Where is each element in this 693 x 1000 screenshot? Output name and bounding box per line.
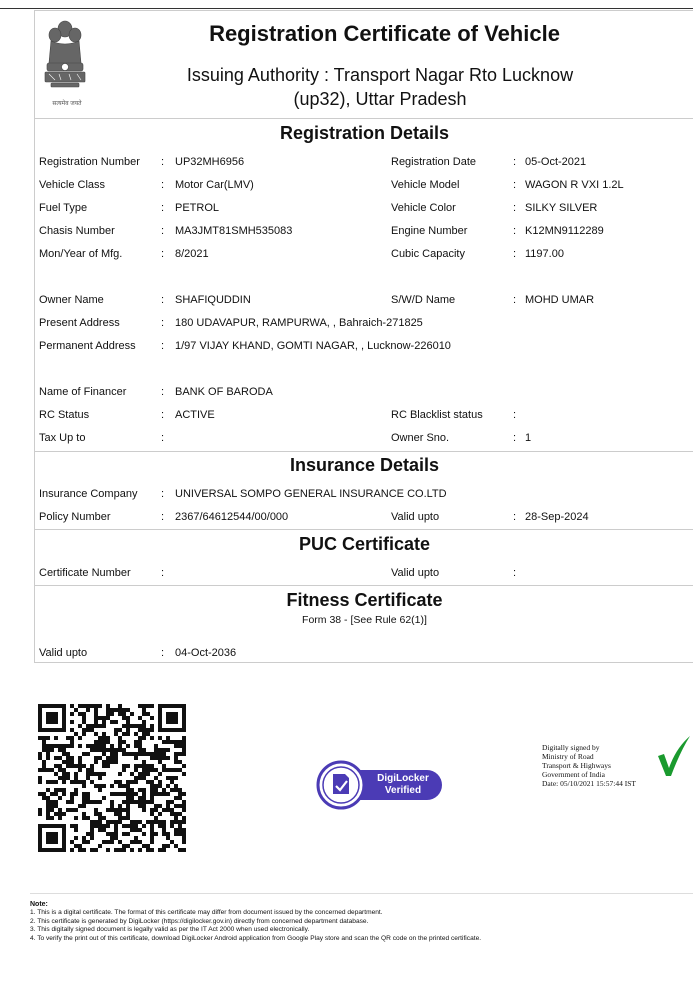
present-address-value: 180 UDAVAPUR, RAMPURWA, , Bahraich-271825 [175,317,423,329]
colon: : [161,432,165,444]
fuel-type-value: PETROL [175,202,220,214]
certificate-header [35,11,693,117]
label: RC Blacklist status [391,409,483,421]
fitness-valid-value: 04-Oct-2036 [175,647,237,659]
colon: : [513,294,517,306]
colon: : [161,248,165,260]
colon: : [161,386,165,398]
issuing-authority [95,63,665,111]
colon: : [161,488,165,500]
vehicle-class-value: Motor Car(LMV) [175,179,254,191]
colon: : [513,567,517,579]
note-item: 1. This is a digital certificate. The format of this certificate may differ from document issued by the concerned department. [30,909,383,916]
colon: : [161,409,165,421]
mfg-date-value: 8/2021 [175,248,209,260]
registration-number-value: UP32MH6956 [175,156,245,168]
label: Owner Sno. [391,432,450,444]
colon: : [513,409,517,421]
label: Valid upto [391,511,440,523]
label: Permanent Address [39,340,136,352]
qr-code-icon [38,704,186,852]
colon: : [161,317,165,329]
insurance-valid-value: 28-Sep-2024 [525,511,589,523]
divider [35,585,693,586]
colon: : [161,294,165,306]
colon: : [513,225,517,237]
label: Registration Number [39,156,140,168]
signature-valid-check-icon [656,734,692,778]
cubic-capacity-value: 1197.00 [525,248,564,260]
colon: : [161,225,165,237]
label: Name of Financer [39,386,127,398]
signature-line-4: Government of India [542,770,605,779]
chasis-number-value: MA3JMT81SMH535083 [175,225,293,237]
label: Mon/Year of Mfg. [39,248,123,260]
signature-date: Date: 05/10/2021 15:57:44 IST [542,779,636,788]
label: Insurance Company [39,488,138,500]
label: Fuel Type [39,202,88,214]
note-item: 2. This certificate is generated by DigiLocker (https://digilocker.gov.in) directly from concerned department database. [30,917,369,925]
digilocker-text [374,773,432,797]
top-rule [0,8,693,9]
financer-value: BANK OF BARODA [175,386,273,398]
colon: : [161,511,165,523]
colon: : [513,432,517,444]
divider [35,451,693,452]
registration-details-heading: Registration Details [279,123,450,143]
certificate-card [34,10,693,663]
divider [35,118,693,119]
policy-number-value: 2367/64612544/00/000 [175,511,289,523]
label: Vehicle Class [39,179,106,191]
label: Registration Date [391,156,476,168]
emblem-caption: सत्यमेव जयते [52,101,82,107]
colon: : [513,511,517,523]
label: Vehicle Color [391,202,456,214]
vehicle-model-value: WAGON R VXI 1.2L [525,179,624,191]
vehicle-color-value: SILKY SILVER [525,202,598,214]
note-item: 4. To verify the print out of this certificate, download DigiLocker Android application from Google Play store and scan the QR code on the printed certificate. [30,934,482,942]
label: Valid upto [39,647,88,659]
colon: : [513,156,517,168]
colon: : [513,179,517,191]
colon: : [161,179,165,191]
label: RC Status [39,409,90,421]
label: Chasis Number [39,225,115,237]
signature-line-1: Digitally signed by [542,743,600,752]
notes-section [30,893,693,963]
page-title: Registration Certificate of Vehicle [209,21,560,46]
note-item: 3. This digitally signed document is legally valid as per the IT Act 2000 when used electronically. [30,926,310,933]
digilocker-line-1: DigiLocker [377,773,429,784]
digilocker-line-2: Verified [384,785,422,796]
label: Policy Number [39,511,111,523]
permanent-address-value: 1/97 VIJAY KHAND, GOMTI NAGAR, , Lucknow-226010 [175,340,451,352]
colon: : [161,567,165,579]
colon: : [513,202,517,214]
notes-heading: Note: [30,901,48,908]
signature-line-2: Ministry of Road [542,752,594,761]
divider [35,529,693,530]
colon: : [161,202,165,214]
insurance-details-heading: Insurance Details [289,455,440,475]
colon: : [513,248,517,260]
owner-name-value: SHAFIQUDDIN [175,294,251,306]
insurance-company-value: UNIVERSAL SOMPO GENERAL INSURANCE CO.LTD [175,488,447,500]
colon: : [161,340,165,352]
colon: : [161,156,165,168]
fitness-form-reference: Form 38 - [See Rule 62(1)] [302,614,427,626]
label: Owner Name [39,294,104,306]
label: Engine Number [391,225,468,237]
label: Present Address [39,317,120,329]
owner-sno-value: 1 [525,432,532,444]
label: Cubic Capacity [391,248,465,260]
registration-date-value: 05-Oct-2021 [525,156,587,168]
label: Valid upto [391,567,440,579]
fitness-certificate-heading: Fitness Certificate [286,590,443,610]
engine-number-value: K12MN9112289 [525,225,604,237]
label: Vehicle Model [391,179,460,191]
signature-line-3: Transport & Highways [542,761,611,770]
swd-name-value: MOHD UMAR [525,294,595,306]
authority-line-1: Issuing Authority : Transport Nagar Rto Lucknow [186,65,574,85]
puc-certificate-heading: PUC Certificate [298,534,431,554]
label: Tax Up to [39,432,86,444]
colon: : [161,647,165,659]
label: Certificate Number [39,567,131,579]
label: S/W/D Name [391,294,456,306]
authority-line-2: (up32), Uttar Pradesh [293,89,467,109]
rc-status-value: ACTIVE [175,409,215,421]
